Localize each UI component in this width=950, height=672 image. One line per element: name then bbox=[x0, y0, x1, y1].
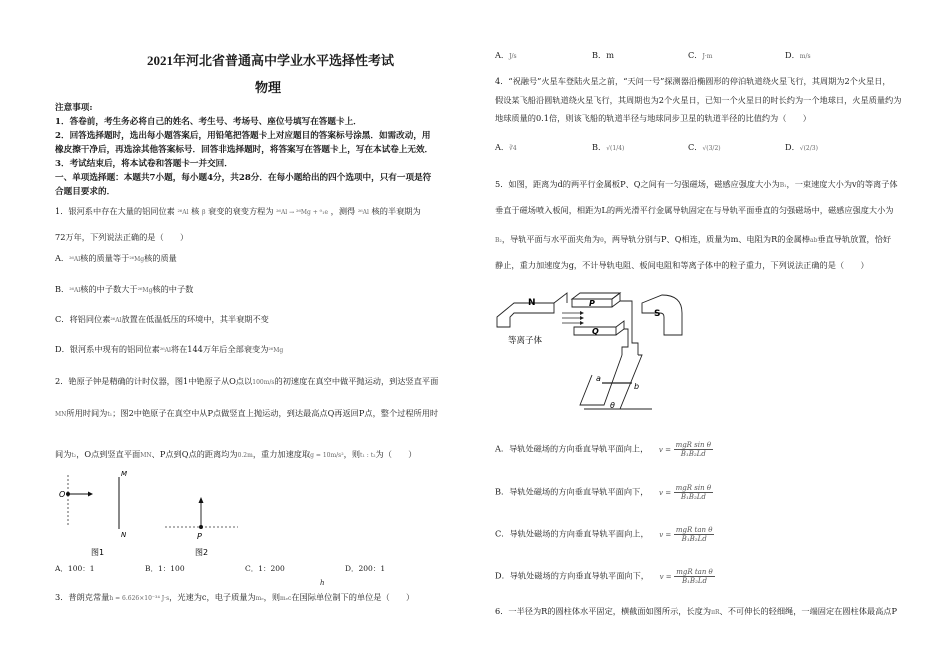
q4-option-a-label: A． bbox=[495, 142, 510, 152]
q1-option-b bbox=[55, 284, 193, 295]
q1-option-a-text2: 核的质量 bbox=[144, 253, 177, 263]
section-heading-cont: 合题目要求的． bbox=[55, 187, 116, 197]
label-s: S bbox=[654, 309, 661, 319]
q2-line2-b: 所用时间为 bbox=[66, 408, 108, 418]
q5-rod-ab: ab bbox=[810, 237, 818, 244]
q5-line1 bbox=[495, 179, 898, 190]
q2-line2 bbox=[55, 408, 438, 419]
magnet-s-block bbox=[642, 295, 682, 335]
q5-option-a bbox=[495, 441, 713, 458]
q6-stem bbox=[495, 606, 897, 617]
q5-line3 bbox=[495, 234, 891, 245]
q2-line3-e: ，重力加速度取 bbox=[252, 449, 311, 459]
q1-option-a-mg: ²⁶Mg bbox=[129, 256, 145, 263]
q3-fraction-denominator: mₑc bbox=[280, 595, 292, 602]
q2-figures bbox=[55, 465, 315, 560]
q5-option-b-v: v = bbox=[659, 488, 672, 497]
label-q: Q bbox=[592, 327, 599, 336]
q1-stem bbox=[55, 206, 421, 217]
q1-stem-b: 核 bbox=[191, 206, 200, 216]
q5-option-c-text: C．导轨处磁场的方向垂直导轨平面向上， bbox=[495, 528, 649, 539]
q5-option-d-formula bbox=[674, 568, 715, 585]
plasma-head-3 bbox=[580, 321, 584, 325]
q1-option-c-text: 放置在低温低压的环境中，其半衰期不变 bbox=[121, 314, 269, 324]
q5-theta: θ bbox=[600, 237, 604, 244]
q2-option-d: D．200：1 bbox=[345, 564, 386, 573]
q2-t2: t₂ bbox=[71, 452, 77, 459]
q2-line2-c: ；图2中铯原子在真空中从P点做竖直上抛运动，到达最高点Q再返回P点，整个过程所用时 bbox=[112, 408, 439, 418]
q4-line3: 地球质量的0.1倍，则该飞船的轨道半径与地球同步卫星的轨道半径的比值约为（ ） bbox=[495, 113, 811, 123]
figure-1 bbox=[59, 470, 127, 557]
q2-plane-mn-2: MN bbox=[140, 452, 152, 459]
q3-stem-c: ，则 bbox=[263, 592, 281, 602]
q2-line1-b: 的初速度在真空中做平抛运动，到达竖直平面 bbox=[274, 376, 439, 386]
q1-option-c-al: ²⁶Al bbox=[110, 317, 122, 324]
note-2: 2．回答选择题时，选出每小题答案后，用铅笔把答题卡上对应题目的答案标号涂黑．如需改动，用 bbox=[55, 131, 431, 141]
q2-option-c: C．1：200 bbox=[245, 564, 285, 573]
q1-option-d-text: 将在144万年后全部衰变为 bbox=[170, 344, 269, 354]
q1-option-c-label: C．将铝同位素 bbox=[55, 314, 111, 324]
q5-option-a-v: v = bbox=[658, 445, 671, 454]
plasma-head-2 bbox=[580, 316, 584, 320]
q1-decay-equation: ²⁶Al → ²⁶Mg + ⁰₁e bbox=[276, 209, 329, 216]
q3-option-a-label: A． bbox=[495, 50, 510, 60]
q5-option-b-den: B₁B₂Ld bbox=[680, 493, 706, 501]
q2-option-a: A．100：1 bbox=[55, 564, 95, 573]
q5-option-d-v: v = bbox=[659, 572, 672, 581]
exam-title: 2021年河北省普通高中学业水平选择性考试 bbox=[147, 53, 395, 68]
q5-option-c-num: mgR tan θ bbox=[675, 526, 713, 534]
q1-option-d bbox=[55, 344, 283, 355]
q2-line3-c: 、P点到Q点的距离均为 bbox=[151, 449, 238, 459]
figure-2 bbox=[165, 497, 238, 557]
q5-option-c bbox=[495, 526, 714, 543]
q5-b2: B₂ bbox=[495, 237, 502, 244]
q5-option-c-v: v = bbox=[659, 530, 672, 539]
q4-option-a-value: ∛4 bbox=[509, 145, 517, 152]
q4-option-d-value: √(2/3) bbox=[799, 145, 818, 152]
fig1-label-n: N bbox=[121, 531, 127, 539]
q2-plane-mn: MN bbox=[55, 411, 67, 418]
q3-fraction-numerator: h bbox=[320, 579, 325, 587]
q2-line3-h: 为（ ） bbox=[375, 449, 417, 459]
q1-stem-a: 1．银河系中存在大量的铝同位素 bbox=[55, 206, 175, 216]
q1-beta: β bbox=[201, 209, 206, 216]
q1-option-d-al: ²⁶Al bbox=[159, 347, 171, 354]
q5-option-b-num: mgR sin θ bbox=[675, 484, 712, 492]
q3-option-a-unit: J/s bbox=[509, 53, 517, 60]
q2-line3-a: 间为 bbox=[55, 449, 72, 459]
note-3: 3．考试结束后，将本试卷和答题卡一并交回． bbox=[55, 159, 233, 169]
fig2-caption: 图2 bbox=[195, 548, 209, 557]
section-heading: 一、单项选择题：本题共7小题，每小题4分，共28分．在每小题给出的四个选项中，只有一项是符 bbox=[55, 173, 432, 183]
q1-option-b-text: 核的中子数大于 bbox=[80, 284, 138, 294]
magnet-n-block bbox=[497, 303, 554, 327]
plate-p-side bbox=[612, 293, 620, 307]
q2-distance: 0.2m bbox=[237, 452, 253, 459]
q4-option-c-label: C． bbox=[688, 142, 703, 152]
plate-q-side bbox=[616, 321, 624, 335]
q1-option-a-label: A． bbox=[55, 253, 70, 263]
q2-speed: 100m/s bbox=[252, 379, 275, 386]
q4-option-b-value: √(1/4) bbox=[606, 145, 625, 152]
q5-option-c-formula bbox=[674, 526, 715, 543]
label-plasma: 等离子体 bbox=[508, 336, 543, 346]
q1-option-d-label: D．银河系中现有的铝同位素 bbox=[55, 344, 160, 354]
q5-option-a-den: B₁B₂Ld bbox=[680, 450, 706, 458]
q5-line3-f: 垂直导轨放置，恰好 bbox=[817, 234, 892, 244]
q3-option-d-label: D． bbox=[785, 50, 800, 60]
q5-line2: 垂直于磁场喷入板间，相距为L的两光滑平行金属导轨固定在与导轨平面垂直的匀强磁场中，磁感应强度大小为 bbox=[495, 205, 894, 215]
q5-option-b-formula bbox=[674, 484, 713, 501]
q5-line4: 静止，重力加速度为g，不计导轨电阻、板间电阻和等离子体中的粒子重力，下列说法正确的是（ ） bbox=[495, 260, 869, 270]
q1-option-c bbox=[55, 314, 269, 325]
q6-length: πR bbox=[711, 609, 720, 616]
q3-planck: h = 6.626×10⁻³⁴ J·s bbox=[109, 595, 170, 602]
q5-figure bbox=[492, 285, 692, 420]
q1-option-a-text: 核的质量等于 bbox=[80, 253, 130, 263]
q1-option-d-mg: ²⁶Mg bbox=[268, 347, 284, 354]
q4-option-b bbox=[592, 142, 624, 153]
q5-option-d bbox=[495, 568, 715, 585]
q1-option-b-mg: ²⁶Mg bbox=[137, 287, 153, 294]
q4-line1: 4．“祝融号”火星车登陆火星之前，“天问一号”探测器沿椭圆形的停泊轨道绕火星飞行，其周期为2个火星日， bbox=[495, 76, 891, 86]
q4-option-a bbox=[495, 142, 517, 153]
q5-option-a-formula bbox=[674, 441, 713, 458]
q1-option-a bbox=[55, 253, 177, 264]
q2-line3-f: ，则 bbox=[343, 449, 361, 459]
q6-stem-c: 、不可伸长的轻细绳，一端固定在圆柱体最高点P bbox=[719, 606, 897, 616]
q5-option-d-num: mgR tan θ bbox=[676, 568, 713, 576]
q5-option-c-den: B₁B₂Ld bbox=[681, 535, 707, 543]
q5-line1-c: ，一束速度大小为v的等离子体 bbox=[786, 179, 898, 189]
q2-ratio: t₁ : t₂ bbox=[360, 452, 376, 459]
magnet-n-top bbox=[554, 293, 567, 303]
q3-stem-d: 在国际单位制下的单位是（ ） bbox=[291, 592, 415, 602]
q5-option-b-text: B．导轨处磁场的方向垂直导轨平面向下， bbox=[495, 486, 649, 497]
q2-t1: t₁ bbox=[107, 411, 113, 418]
q4-option-d-label: D． bbox=[785, 142, 800, 152]
q3-stem-a: 3．普朗克常量 bbox=[55, 592, 110, 602]
q3-option-c bbox=[688, 50, 712, 61]
q1-option-b-al: ²⁶Al bbox=[69, 287, 81, 294]
q2-option-b: B．1：100 bbox=[145, 564, 185, 573]
label-theta: θ bbox=[610, 401, 615, 410]
q5-option-d-text: D．导轨处磁场的方向垂直导轨平面向下， bbox=[495, 570, 649, 581]
fig1-arrow-head bbox=[88, 492, 93, 497]
q1-option-a-al: ²⁶Al bbox=[69, 256, 81, 263]
rail-left bbox=[580, 355, 622, 405]
fig1-label-o: O bbox=[59, 490, 66, 499]
q1-stem-e: 核的半衰期为 bbox=[371, 206, 421, 216]
q1-option-b-text2: 核的中子数 bbox=[152, 284, 194, 294]
q1-stem-c: 衰变的衰变方程为 bbox=[208, 206, 274, 216]
q1-stem-line2: 72万年，下列说法正确的是（ ） bbox=[55, 232, 189, 242]
fig2-arrow-head bbox=[199, 497, 204, 503]
fig2-point-p bbox=[199, 525, 203, 529]
q3-option-a bbox=[495, 50, 517, 61]
q2-line3 bbox=[55, 449, 416, 460]
fig2-label-p: P bbox=[197, 532, 202, 541]
q4-option-d bbox=[785, 142, 818, 153]
q2-line1-a: 2．铯原子钟是精确的计时仪器，图1中铯原子从O点以 bbox=[55, 376, 253, 386]
note-2-cont: 橡皮擦干净后，再选涂其他答案标号．回答非选择题时，将答案写在答题卡上，写在本试卷上无效． bbox=[55, 145, 434, 155]
q1-option-b-label: B． bbox=[55, 284, 70, 294]
label-p: P bbox=[589, 299, 595, 308]
label-a: a bbox=[596, 374, 601, 383]
q2-gravity: g = 10m/s² bbox=[310, 452, 344, 459]
q3-stem-b: ，光速为c，电子质量为 bbox=[169, 592, 256, 602]
q5-line3-b: ，导轨平面与水平面夹角为 bbox=[501, 234, 601, 244]
q5-option-a-text: A．导轨处磁场的方向垂直导轨平面向上， bbox=[495, 443, 649, 454]
label-n: N bbox=[528, 298, 536, 308]
q3-option-b bbox=[592, 50, 614, 61]
q3-option-d bbox=[785, 50, 811, 61]
plasma-arrows bbox=[562, 313, 580, 323]
q6-stem-a: 6．一半径为R的圆柱体水平固定，横截面如图所示，长度为 bbox=[495, 606, 712, 616]
q2-line1 bbox=[55, 376, 438, 387]
q1-stem-d: ，测得 bbox=[330, 206, 356, 216]
q1-al-symbol-2: ²⁶Al bbox=[357, 209, 369, 216]
wire-q bbox=[622, 329, 628, 355]
q5-option-a-num: mgR sin θ bbox=[675, 441, 711, 449]
fig1-caption: 图1 bbox=[91, 548, 105, 557]
q5-option-d-den: B₁B₂Ld bbox=[681, 577, 708, 585]
q3-option-c-label: C． bbox=[688, 50, 703, 60]
fig1-label-m: M bbox=[121, 470, 128, 478]
plasma-head-1 bbox=[580, 311, 584, 315]
exam-subject: 物理 bbox=[255, 80, 282, 95]
plasma-arrow-heads bbox=[580, 311, 584, 325]
q3-option-c-unit: J·m bbox=[702, 53, 713, 60]
q4-line2: 假设某飞船沿圆轨道绕火星飞行，其周期也为2个火星日，已知一个火星日的时长约为一个地球日，火星质量约为 bbox=[495, 95, 902, 105]
q5-line1-a: 5．如图，距离为d的两平行金属板P、Q之间有一匀强磁场，磁感应强度大小为 bbox=[495, 179, 780, 189]
q3-option-d-unit: m/s bbox=[799, 53, 811, 60]
label-b: b bbox=[634, 382, 640, 391]
q5-b1: B₁ bbox=[779, 182, 787, 189]
q3-option-b-label: B．m bbox=[592, 50, 614, 60]
note-1: 1．答卷前，考生务必将自己的姓名、考生号、考场号、座位号填写在答题卡上． bbox=[55, 117, 362, 127]
q4-option-c bbox=[688, 142, 721, 153]
q3-electron-mass: mₑ bbox=[255, 595, 264, 602]
q2-line3-b: ，O点到竖直平面 bbox=[76, 449, 141, 459]
q1-al-symbol: ²⁶Al bbox=[177, 209, 189, 216]
q4-option-c-value: √(3/2) bbox=[702, 145, 721, 152]
q5-line3-d: ，两导轨分别与P、Q相连，质量为m、电阻为R的金属棒 bbox=[603, 234, 810, 244]
q3-stem bbox=[55, 592, 414, 603]
notes-heading: 注意事项: bbox=[55, 103, 93, 113]
q4-option-b-label: B． bbox=[592, 142, 607, 152]
q5-option-b bbox=[495, 484, 713, 501]
